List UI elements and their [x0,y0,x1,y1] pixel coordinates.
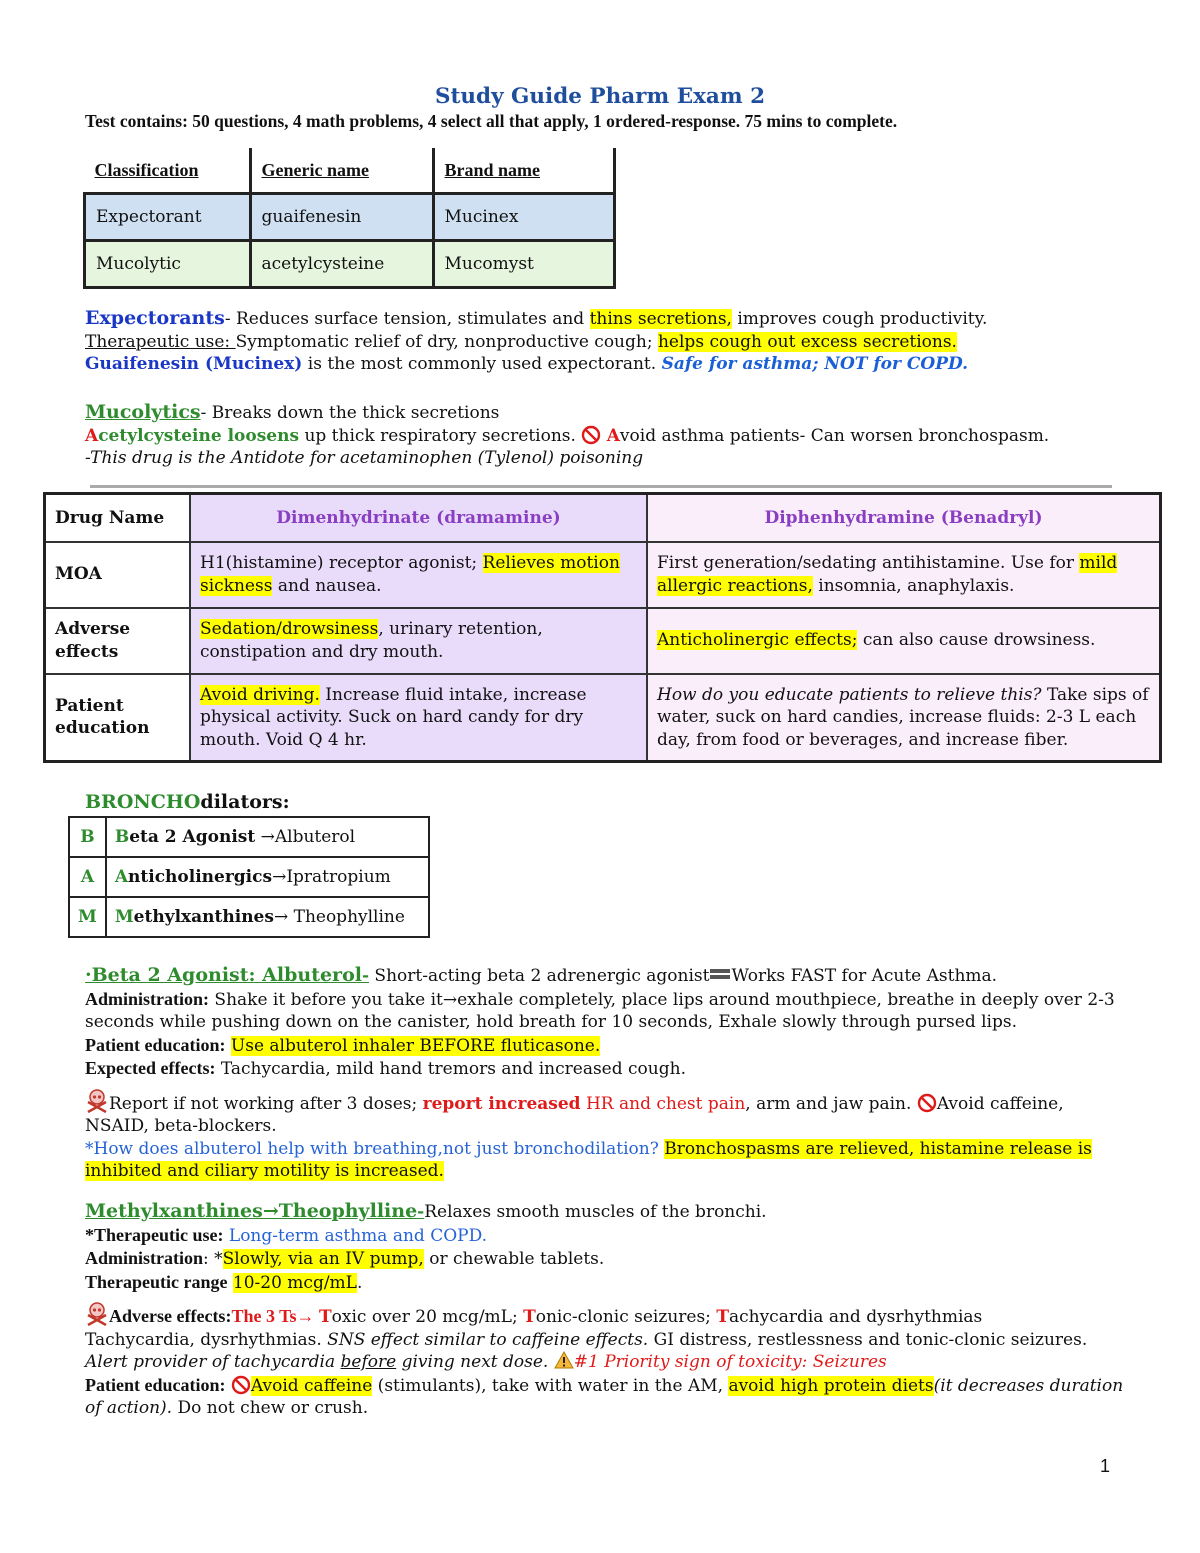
header-cell: Diphenhydramine (Benadryl) [647,494,1161,542]
text: First generation/sedating antihistamine. Use for [657,553,1080,573]
theophylline-section [85,1200,1125,1420]
table-cell [190,542,647,608]
row-label: MOA [45,542,191,608]
table-cell: acetylcysteine [250,241,433,288]
theophylline-heading-line [85,1200,1125,1224]
text: eta 2 Agonist [129,827,256,847]
theophylline-therapeutic [85,1224,1125,1248]
text: before [340,1352,397,1372]
table-cell [190,608,647,674]
safety-note: Safe for asthma; NOT for COPD. [661,354,969,374]
highlight-text: Slowly, via an IV pump, [222,1249,424,1269]
highlight-text: Bronchospasms are relieved, histamine release is inhibited and ciliary motility is increased. [85,1138,1092,1181]
text: The 3 Ts→ [231,1306,319,1326]
table-cell: Mucolytic [85,241,251,288]
row-label: Patient education [45,674,191,762]
letter-cell: B [69,817,106,857]
table-row [69,817,429,857]
text: void asthma patients- Can worsen bronchospasm. [619,425,1050,446]
table-cell [647,608,1161,674]
expectorants-section [85,307,1145,376]
text: cetylcysteine loosens [98,425,300,446]
text: BRONCHO [85,791,201,813]
header-cell: Drug Name [45,494,191,542]
table-row [45,674,1161,762]
table-row [85,241,615,288]
table-row [85,148,615,194]
highlight-text: Anticholinergic effects; [657,630,858,651]
highlight-text: 10-20 mcg/mL [232,1272,357,1293]
highlight-text: mild allergic reactions, [657,553,1118,596]
text: Alert provider of tachycardia [85,1352,341,1372]
skull-crossbones-icon [85,1089,109,1113]
header-cell: Classification [85,148,251,194]
text: SNS effect similar to caffeine effects. [327,1329,649,1350]
row-label: Adverse effects [45,608,191,674]
table-cell: Expectorant [85,194,251,241]
equals-icon [709,964,731,976]
table-cell: Mucomyst [433,241,614,288]
table-cell: Mucinex [433,194,614,241]
text: #1 Priority sign of toxicity: Seizures [573,1352,887,1372]
prohibited-icon [231,1375,251,1395]
text: dilators: [200,791,290,813]
text: Report if not working after 3 doses; [109,1093,423,1114]
text: B [114,827,130,847]
label: Administration: [85,988,210,1009]
text: ethylxanthines [133,907,274,927]
text: onic-clonic seizures; [535,1307,717,1327]
table-cell [647,674,1161,762]
text: A [114,867,129,887]
table-cell: guaifenesin [250,194,433,241]
question-text: How do you educate patients to relieve this? [657,684,1042,705]
text: Works FAST for Acute Asthma. [731,966,998,986]
text: (it decreases duration of action). [85,1375,1124,1418]
mucolytics-heading: Mucolytics [85,401,201,423]
text: Take sips of water, suck on hard candies, increase fluids: 2-3 L each day, from food or beverages, and increase fiber. [657,684,1149,750]
label: Adverse effects: [109,1306,232,1326]
table-row [69,897,429,937]
theophylline-admin [85,1247,1125,1271]
bronchodilators-heading [85,791,290,813]
text: up thick respiratory secretions. [299,425,582,446]
text: - [417,1202,425,1222]
table-cell [106,897,429,937]
table-row [45,608,1161,674]
text: or chewable tablets. [423,1249,605,1269]
question-text: *How does albuterol help with breathing,not just bronchodilation? [85,1138,659,1159]
text: T [716,1307,729,1327]
albuterol-heading: ·Beta 2 Agonist: Albuterol [85,964,362,986]
text: Symptomatic relief of dry, nonproductive cough; [235,331,658,352]
text: T [318,1307,332,1327]
warning-icon [554,1351,574,1369]
text: Relaxes smooth muscles of the bronchi. [424,1202,767,1222]
text: : * [203,1249,223,1269]
highlight-text: helps cough out excess secretions. [657,331,957,352]
header-cell: Brand name [433,148,614,194]
text: insomnia, anaphylaxis. [812,575,1015,596]
albuterol-expected [85,1057,1125,1081]
theophylline-heading: Methylxanthines→Theophylline [85,1200,418,1222]
highlight-text: avoid high protein diets [728,1375,934,1396]
highlight-text: Use albuterol inhaler BEFORE fluticasone. [230,1035,601,1056]
text: Avoid caffeine, NSAID, beta-blockers. [85,1093,1064,1136]
text: and nausea. [272,575,382,596]
text: oxic over 20 mcg/mL; [331,1307,524,1327]
text: HR and chest pain [580,1093,746,1114]
text: . [356,1272,363,1293]
highlight-text: Relieves motion sickness [200,553,620,596]
text: achycardia and dysrhythmias [728,1307,983,1327]
divider [90,485,1112,488]
test-info: Test contains: 50 questions, 4 math problems, 4 select all that apply, 1 ordered-response. 75 mins to complete. [85,111,898,131]
prohibited-icon [917,1093,937,1113]
bam-table [68,816,430,938]
theophylline-range [85,1271,1125,1295]
table-row [69,857,429,897]
label: Expected effects: [85,1058,216,1078]
text: report increased [422,1093,581,1114]
text: M [114,907,134,927]
text: Long-term asthma and COPD. [223,1225,488,1246]
therapeutic-label: Therapeutic use: [85,331,236,352]
table-cell [190,674,647,762]
drug-name: Guaifenesin (Mucinex) [85,354,303,374]
text: Do not chew or crush. [172,1398,369,1418]
expectorants-line-3 [85,353,1145,376]
expectorants-heading: Expectorants [85,307,225,329]
text: improves cough productivity. [731,309,988,329]
text: , arm and jaw pain. [745,1093,917,1114]
highlight-text: Avoid caffeine [250,1375,373,1396]
albuterol-heading-line [85,964,1125,988]
text: →Albuterol [255,827,356,847]
text: (stimulants), take with water in the AM, [372,1375,729,1396]
text: - Reduces surface tension, stimulates and [224,309,590,329]
expectorants-line-2 [85,331,1145,354]
theophylline-line-2 [85,1329,1125,1352]
header-cell: Generic name [250,148,433,194]
mucolytics-line-1 [85,401,1145,425]
page-title: Study Guide Pharm Exam 2 [434,84,766,109]
text: - [361,966,370,986]
albuterol-report [85,1089,1125,1138]
label: Administration [85,1248,204,1268]
text: GI distress, restlessness and tonic-clonic seizures. [648,1329,1088,1350]
letter-cell: M [69,897,106,937]
antihistamine-table [43,492,1162,763]
text: is the most commonly used expectorant. [302,354,662,374]
text: Short-acting beta 2 adrenergic agonist [369,966,710,986]
text: A [606,425,620,446]
text: nticholinergics [128,867,273,887]
highlight-text: thins secretions, [589,309,732,329]
label: Patient education: [85,1034,226,1055]
albuterol-admin [85,988,1125,1034]
letter-cell: A [69,857,106,897]
theophylline-adverse [85,1302,1125,1329]
text: Tachycardia, dysrhythmias. [85,1329,328,1350]
classification-table [83,148,616,289]
theophylline-education [85,1374,1125,1420]
highlight-text: Avoid driving. [200,684,320,705]
theophylline-line-3 [85,1351,1125,1374]
highlight-text: Sedation/drowsiness [200,619,379,639]
text: A [85,425,99,446]
prohibited-icon [581,425,601,445]
albuterol-question [85,1138,1125,1183]
table-cell [106,817,429,857]
mucolytics-line-2 [85,425,1145,448]
table-row [45,542,1161,608]
page-number: 1 [1100,1456,1111,1476]
expectorants-line-1 [85,307,1145,331]
text: giving next dose. [396,1352,554,1372]
mucolytics-section [85,401,1145,470]
text: →Ipratropium [272,867,391,887]
text: H1(histamine) receptor agonist; [200,553,483,573]
albuterol-education [85,1034,1125,1058]
text: Increase fluid intake, increase physical activity. Suck on hard candy for dry mouth. Void Q 4 hr. [200,684,587,750]
table-row [45,494,1161,542]
header-cell: Dimenhydrinate (dramamine) [190,494,647,542]
text: Shake it before you take it→exhale completely, place lips around mouthpiece, breathe in deeply over 2-3 seconds while pushing down on the canister, hold breath for 10 seconds, Exhale slowly through pursed lips. [85,989,1115,1032]
label: *Therapeutic use: [85,1224,224,1245]
text: can also cause drowsiness. [857,630,1096,651]
text: → Theophylline [273,907,405,927]
mucolytics-line-3: -This drug is the Antidote for acetaminophen (Tylenol) poisoning [85,448,644,468]
skull-crossbones-icon [85,1302,109,1326]
text: Tachycardia, mild hand tremors and increased cough. [215,1059,686,1079]
table-row [85,194,615,241]
text: T [523,1307,536,1327]
albuterol-section [85,964,1125,1183]
label: Therapeutic range [85,1271,228,1292]
text: - Breaks down the thick secretions [200,403,500,423]
label: Patient education: [85,1374,226,1395]
table-cell [647,542,1161,608]
text: , urinary retention, constipation and dry mouth. [200,619,543,662]
table-cell [106,857,429,897]
